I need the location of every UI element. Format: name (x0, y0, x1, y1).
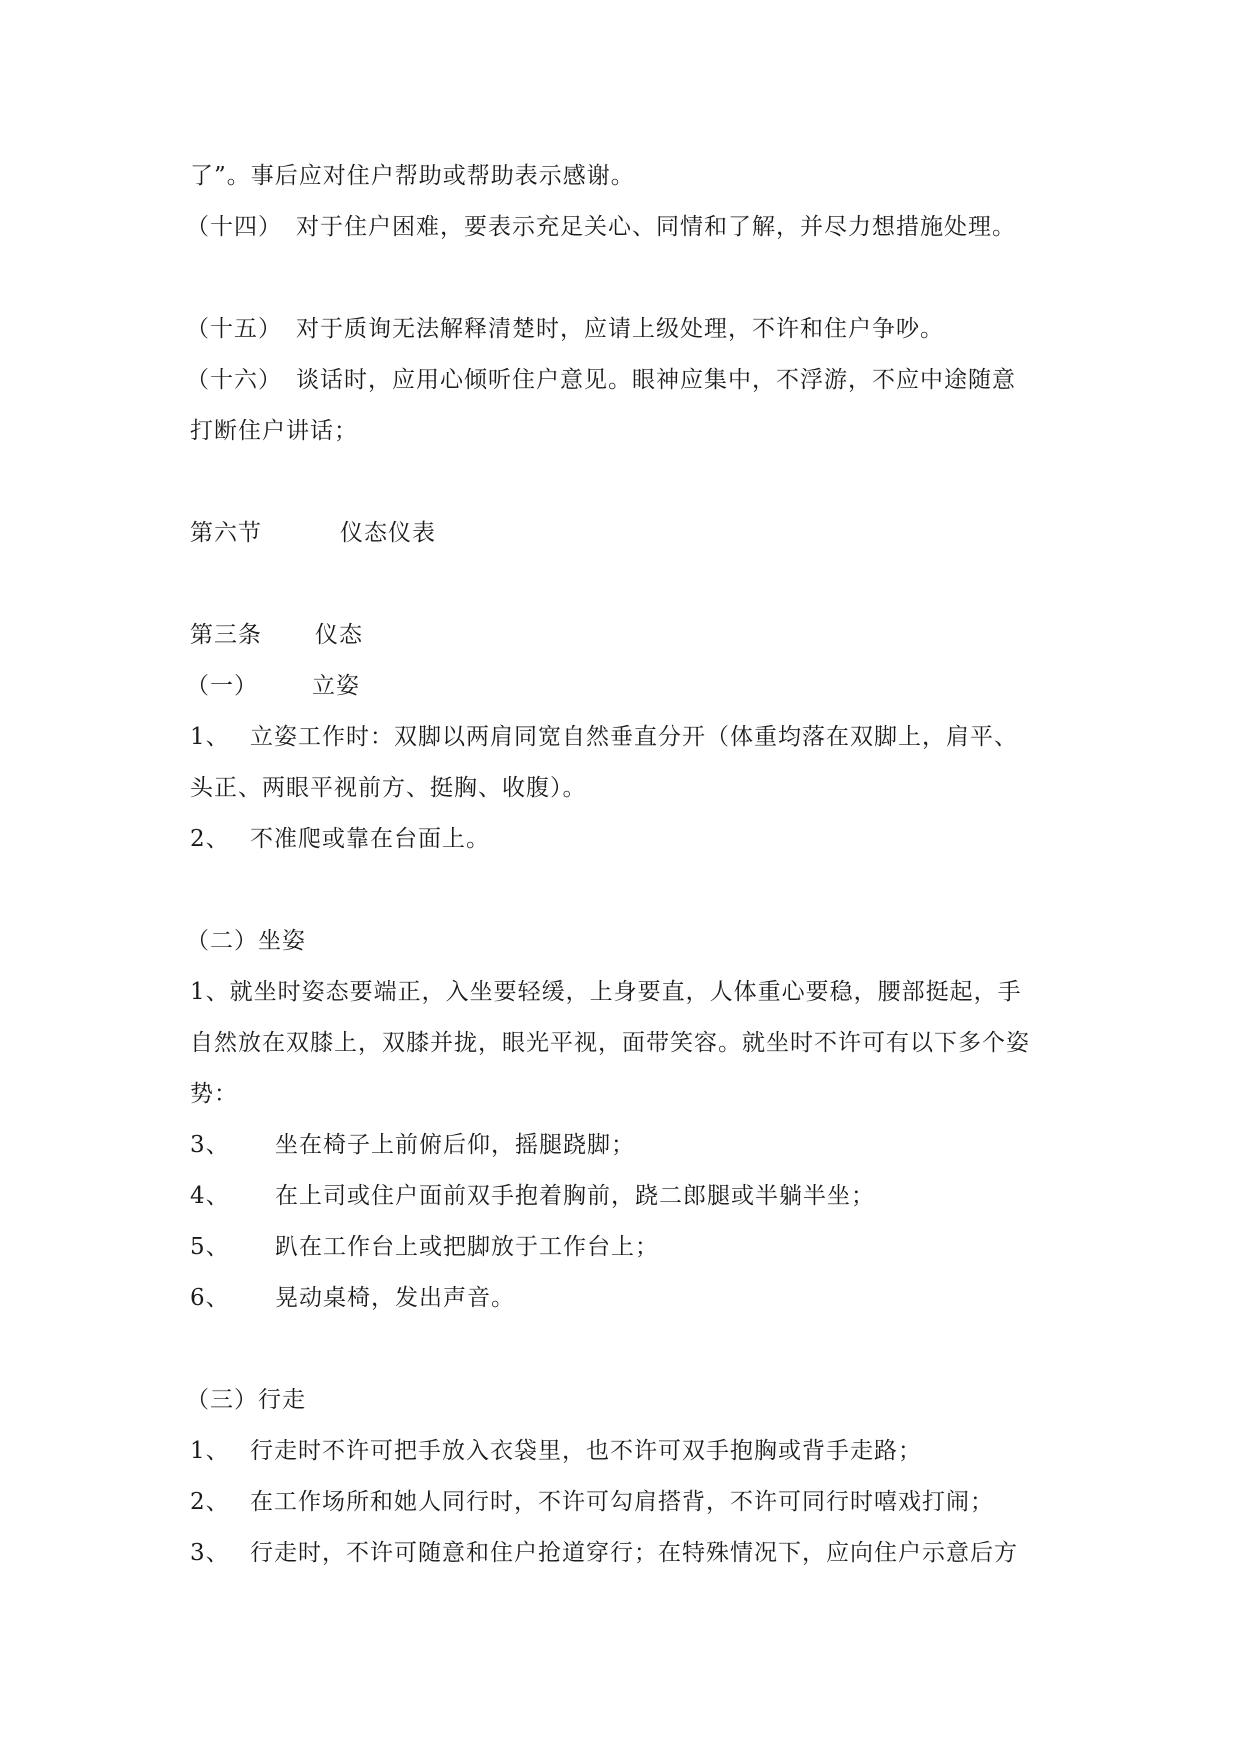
subsection-title: （三）行走 (186, 1387, 306, 1413)
line-text: 自然放在双膝上，双膝并拢，眼光平视，面带笑容。就坐时不许可有以下多个姿 (190, 1030, 1030, 1056)
list-item (190, 1283, 515, 1313)
list-item (190, 1436, 922, 1466)
item-text: 晃动桌椅，发出声音。 (275, 1285, 515, 1311)
subsection-heading (186, 1385, 306, 1415)
item-number: 4、 (190, 1183, 230, 1209)
line-text: 1、就坐时姿态要端正，入坐要轻缓，上身要直，人体重心要稳，腰部挺起，手 (190, 979, 1022, 1005)
article-number: 第三条 (190, 622, 262, 648)
article-heading (190, 620, 363, 650)
item-text: 对于住户困难，要表示充足关心、同情和了解，并尽力想措施处理。 (296, 214, 1016, 240)
item-text: 行走时，不许可随意和住户抢道穿行；在特殊情况下，应向住户示意后方 (250, 1540, 1018, 1566)
line-text: 势： (190, 1081, 238, 1107)
list-item (190, 1232, 659, 1262)
item-number: 5、 (190, 1234, 230, 1260)
paragraph-line (190, 416, 358, 446)
list-item (190, 1538, 1018, 1568)
item-text: 对于质询无法解释清楚时，应请上级处理，不许和住户争吵。 (296, 316, 944, 342)
article-title: 仪态 (315, 622, 363, 648)
list-item-14 (186, 212, 1016, 242)
section-heading (190, 518, 436, 548)
item-number: 3、 (190, 1132, 230, 1158)
paragraph-line (190, 161, 635, 191)
item-text: 行走时不许可把手放入衣袋里，也不许可双手抱胸或背手走路； (250, 1438, 922, 1464)
item-number: 2、 (190, 1489, 230, 1515)
subsection-number: （一） (186, 673, 258, 699)
item-number: （十五） (186, 316, 282, 342)
line-text: 了”。事后应对住户帮助或帮助表示感谢。 (190, 163, 635, 189)
item-text: 不准爬或靠在台面上。 (250, 826, 490, 852)
item-text: 趴在工作台上或把脚放于工作台上； (275, 1234, 659, 1260)
list-item-16 (186, 365, 1016, 395)
list-item (190, 1181, 875, 1211)
paragraph-line (190, 1079, 238, 1109)
item-number: 1、 (190, 1438, 230, 1464)
item-text: 在工作场所和她人同行时，不许可勾肩搭背，不许可同行时嘻戏打闹； (250, 1489, 994, 1515)
paragraph-line (190, 773, 587, 803)
paragraph-line (190, 1028, 1030, 1058)
section-number: 第六节 (190, 520, 262, 546)
item-text: 坐在椅子上前俯后仰，摇腿跷脚； (275, 1132, 635, 1158)
line-text: 头正、两眼平视前方、挺胸、收腹）。 (190, 775, 587, 801)
item-text: 立姿工作时：双脚以两肩同宽自然垂直分开（体重均落在双脚上，肩平、 (250, 724, 1018, 750)
item-number: 3、 (190, 1540, 230, 1566)
list-item (190, 1130, 635, 1160)
subsection-title: （二）坐姿 (186, 928, 306, 954)
paragraph-line (190, 977, 1022, 1007)
item-number: 2、 (190, 826, 230, 852)
item-text: 谈话时，应用心倾听住户意见。眼神应集中，不浮游，不应中途随意 (296, 367, 1016, 393)
subsection-title: 立姿 (312, 673, 360, 699)
item-number: （十四） (186, 214, 282, 240)
section-title: 仪态仪表 (340, 520, 436, 546)
item-number: 6、 (190, 1285, 230, 1311)
list-item-15 (186, 314, 944, 344)
list-item (190, 824, 490, 854)
item-number: 1、 (190, 724, 230, 750)
list-item (190, 722, 1018, 752)
line-text: 打断住户讲话； (190, 418, 358, 444)
item-text: 在上司或住户面前双手抱着胸前，跷二郎腿或半躺半坐； (275, 1183, 875, 1209)
list-item (190, 1487, 994, 1517)
item-number: （十六） (186, 367, 282, 393)
subsection-heading (186, 926, 306, 956)
subsection-heading (186, 671, 360, 701)
